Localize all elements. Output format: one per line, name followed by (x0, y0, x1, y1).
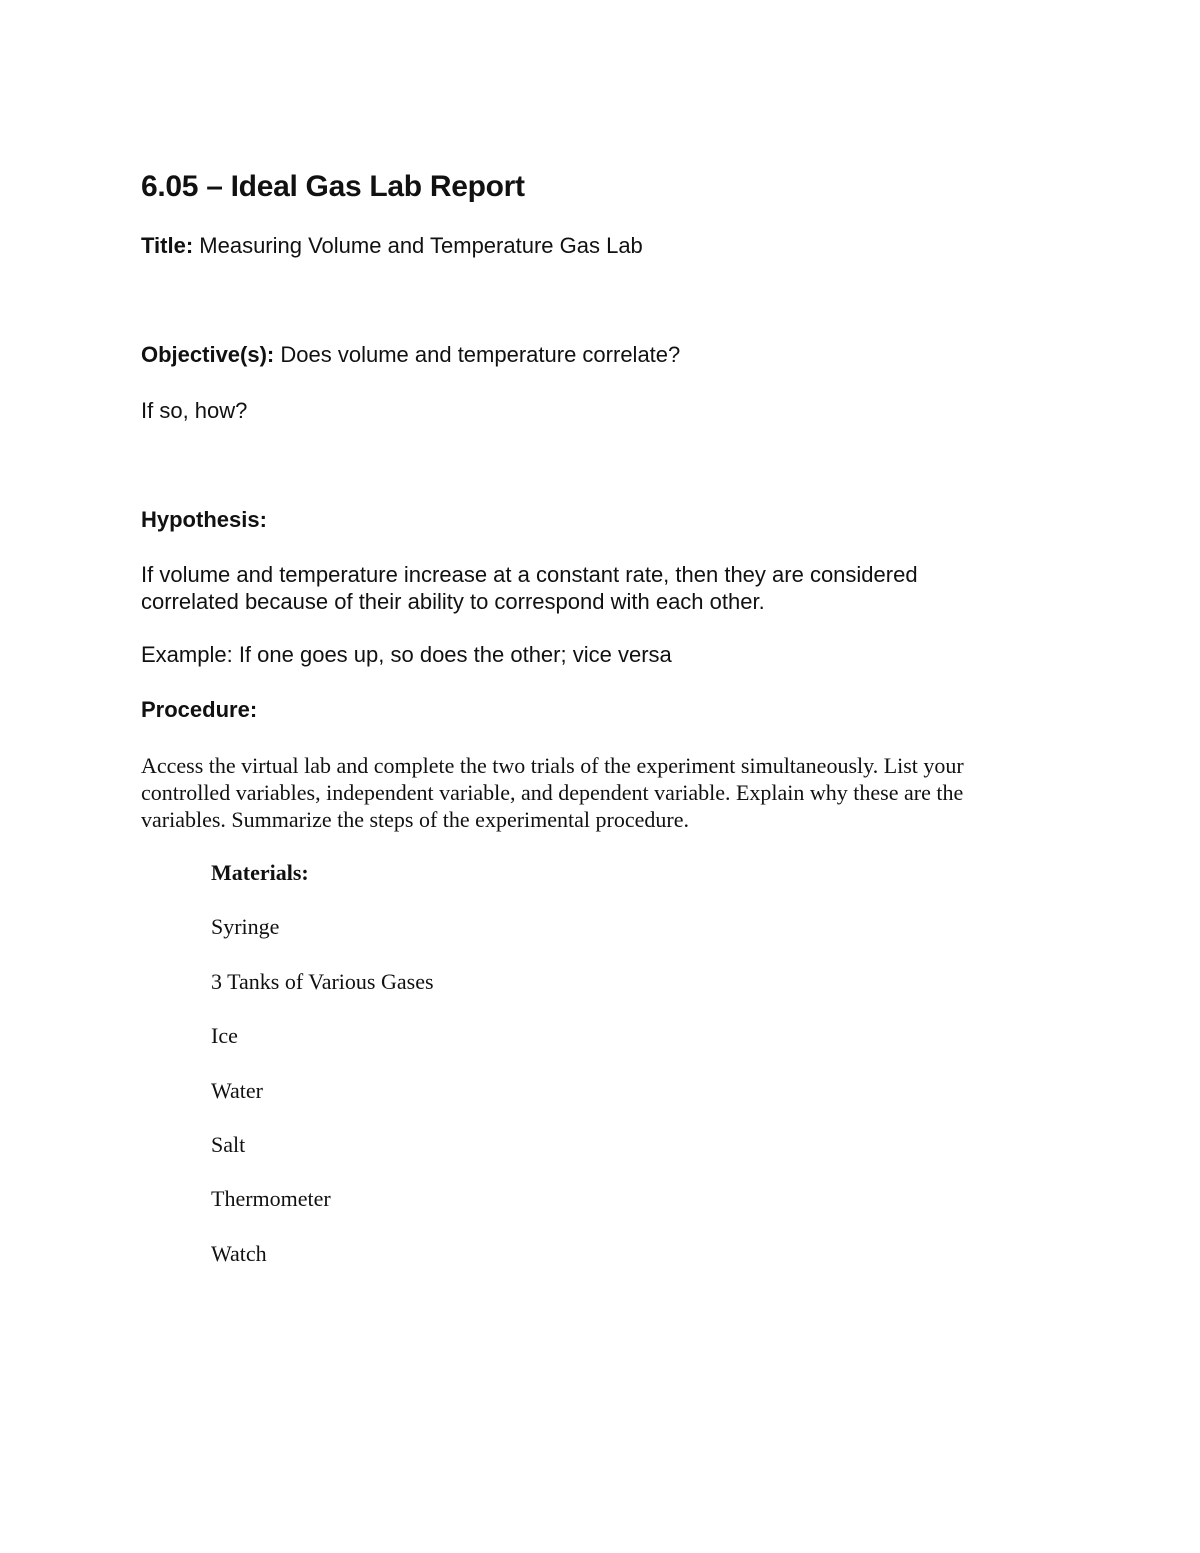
material-item: Ice (211, 1023, 238, 1048)
hypothesis-text (141, 561, 918, 615)
hypothesis-example: Example: If one goes up, so does the other; vice versa (141, 642, 672, 667)
objective-line (141, 342, 680, 368)
title-value: Measuring Volume and Temperature Gas Lab (193, 233, 643, 258)
objective-value: Does volume and temperature correlate? (274, 342, 681, 367)
title-label: Title: (141, 233, 194, 258)
objective-label: Objective(s): (141, 342, 275, 367)
document-heading: 6.05 – Ideal Gas Lab Report (141, 170, 525, 203)
procedure-line: Access the virtual lab and complete the two trials of the experiment simultaneously. List your (141, 753, 964, 778)
material-item: Salt (211, 1132, 246, 1157)
material-item: Thermometer (211, 1186, 331, 1211)
hypothesis-label: Hypothesis: (141, 507, 267, 532)
procedure-line: controlled variables, independent variable, and dependent variable. Explain why these are the (141, 780, 964, 805)
material-item: 3 Tanks of Various Gases (211, 969, 434, 994)
material-item: Syringe (211, 914, 280, 939)
materials-label: Materials: (211, 860, 309, 885)
title-line (141, 233, 643, 259)
objective-followup: If so, how? (141, 398, 248, 423)
procedure-line: variables. Summarize the steps of the experimental procedure. (141, 807, 689, 832)
procedure-text (141, 752, 964, 833)
material-item: Water (211, 1078, 263, 1103)
procedure-label: Procedure: (141, 697, 258, 722)
hypothesis-line: If volume and temperature increase at a constant rate, then they are considered (141, 562, 918, 587)
hypothesis-line: correlated because of their ability to correspond with each other. (141, 589, 765, 614)
material-item: Watch (211, 1241, 267, 1266)
